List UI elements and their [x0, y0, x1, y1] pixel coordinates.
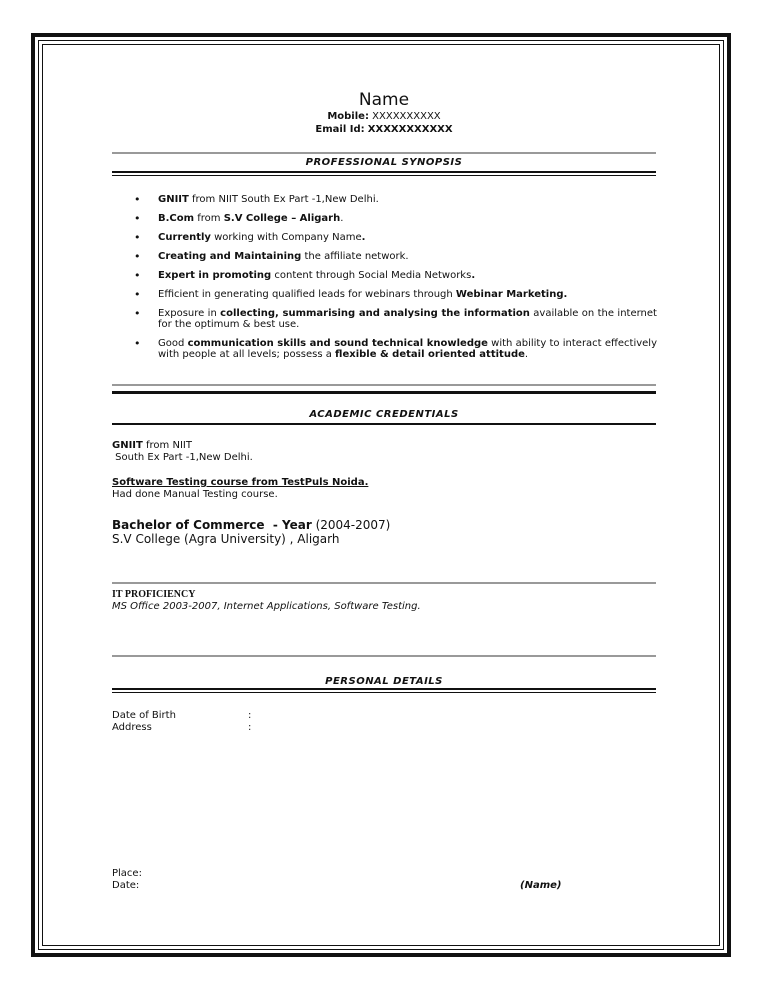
gniit-label: GNIIT [112, 440, 143, 451]
synopsis-list [130, 194, 657, 368]
text-run: . [340, 213, 344, 224]
list-item [130, 308, 657, 330]
bold-run: . [471, 270, 476, 281]
gniit-address: South Ex Part -1,New Delhi. [112, 452, 253, 463]
list-item [130, 270, 657, 281]
bold-run: GNIIT [158, 194, 189, 205]
date-label: Date: [112, 880, 140, 891]
divider [112, 423, 656, 425]
bold-run: communication skills and sound technical knowledge [187, 338, 488, 349]
section-title-academic: ACADEMIC CREDENTIALS [309, 409, 459, 420]
gniit-text: from NIIT [142, 440, 192, 451]
section-title-synopsis: PROFESSIONAL SYNOPSIS [305, 157, 463, 168]
text-run: Efficient in generating qualified leads for webinars through [158, 289, 456, 300]
text-run: Exposure in [158, 308, 221, 319]
divider [112, 582, 656, 584]
divider [112, 692, 656, 693]
gniit-line [112, 440, 192, 452]
mobile-label: Mobile: [327, 111, 369, 122]
bold-run: B.Com [158, 213, 195, 224]
email-line [0, 124, 768, 135]
bold-run: Expert in promoting [158, 270, 272, 281]
email-value: XXXXXXXXXXX [367, 124, 453, 135]
item-text [158, 213, 343, 224]
testing-course-detail: Had done Manual Testing course. [112, 489, 278, 500]
list-item [130, 289, 657, 300]
item-text [158, 270, 475, 281]
item-text [158, 308, 657, 330]
text-run: available on the internet for the optimum & best use. [158, 308, 657, 330]
bold-run: collecting, summarising and analysing the information [220, 308, 530, 319]
list-item [130, 213, 657, 224]
candidate-name: Name [358, 90, 410, 110]
bold-run: S.V College – Aligarh [223, 213, 341, 224]
divider [112, 688, 656, 690]
bcom-college: S.V College (Agra University) , Aligarh [112, 532, 340, 546]
text-run: Good [158, 338, 188, 349]
item-text [158, 338, 657, 360]
section-title-it: IT PROFICIENCY [112, 589, 196, 600]
dob-label: Date of Birth [112, 710, 176, 721]
item-text [158, 232, 365, 243]
list-item [130, 251, 657, 262]
bcom-years: (2004-2007) [311, 518, 391, 532]
text-run: . [524, 349, 529, 360]
address-label: Address [112, 722, 152, 733]
list-item [130, 232, 657, 243]
item-text [158, 251, 409, 262]
testing-course-title: Software Testing course from TestPuls Noida. [112, 477, 369, 488]
address-colon: : [248, 722, 252, 733]
text-run: from [194, 213, 224, 224]
divider [112, 655, 656, 657]
bold-run: Creating and Maintaining [158, 251, 302, 262]
list-item [130, 194, 657, 205]
mobile-line [0, 111, 768, 122]
text-run: content through Social Media Networks [271, 270, 472, 281]
it-skills: MS Office 2003-2007, Internet Applications, Software Testing. [112, 601, 421, 612]
bold-run: flexible & detail oriented attitude [335, 349, 525, 360]
item-text [158, 194, 379, 205]
text-run: with ability to interact effectively with people at all levels; possess a [158, 338, 657, 360]
text-run: from NIIT South Ex Part -1,New Delhi. [188, 194, 379, 205]
divider [112, 152, 656, 154]
text-run: the affiliate network. [301, 251, 409, 262]
bcom-label: Bachelor of Commerce - Year [112, 518, 312, 532]
divider [112, 171, 656, 173]
divider [112, 384, 656, 386]
text-run: working with Company Name [210, 232, 362, 243]
list-item [130, 338, 657, 360]
signature-name: (Name) [520, 880, 562, 891]
section-title-personal: PERSONAL DETAILS [325, 676, 443, 687]
divider [112, 175, 656, 176]
dob-colon: : [248, 710, 252, 721]
mobile-value: XXXXXXXXXX [372, 111, 441, 122]
bold-run: Webinar Marketing. [455, 289, 568, 300]
divider [112, 391, 656, 394]
bold-run: . [361, 232, 366, 243]
item-text [158, 289, 567, 300]
email-label: Email Id: [315, 124, 365, 135]
bold-run: Currently [158, 232, 211, 243]
place-label: Place: [112, 868, 142, 879]
bcom-line [112, 518, 390, 532]
